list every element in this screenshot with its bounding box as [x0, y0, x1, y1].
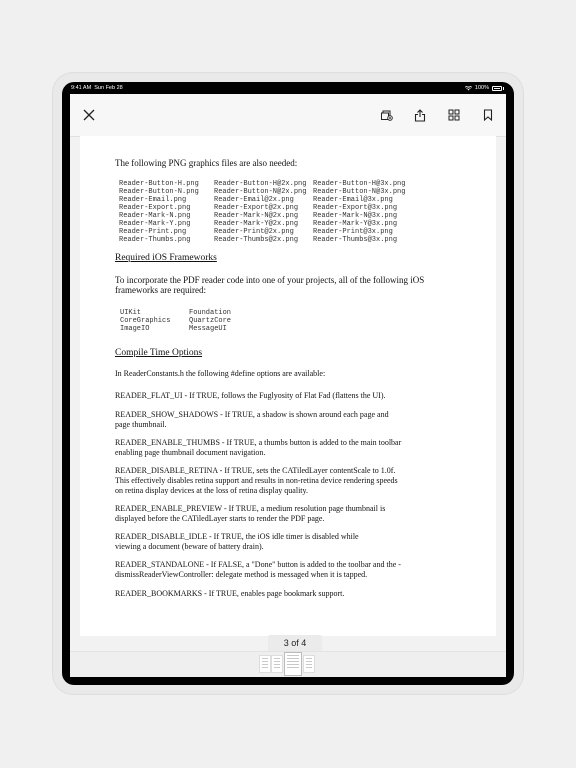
ipad-screen	[62, 82, 514, 685]
thumbs-icon[interactable]	[444, 105, 464, 125]
reader-app	[70, 94, 506, 677]
option-enable-thumbs: READER_ENABLE_THUMBS - If TRUE, a thumbs button is added to the main toolbar enabling page thumbnail document navigation.	[115, 438, 402, 457]
png-intro: The following PNG graphics files are also needed:	[115, 158, 298, 168]
pdf-page[interactable]	[80, 136, 496, 636]
option-disable-idle: READER_DISABLE_IDLE - If TRUE, the iOS idle timer is disabled while viewing a document (beware of battery drain).	[115, 532, 359, 551]
time-text: 9:41 AM	[71, 85, 92, 91]
option-enable-preview: READER_ENABLE_PREVIEW - If TRUE, a medium resolution page thumbnail is displayed before the CATiledLayer starts to render the PDF page.	[115, 504, 386, 523]
option-disable-retina: READER_DISABLE_RETINA - If TRUE, sets the CATiledLayer contentScale to 1.0f. This effectively disables retina support and results in non-retina device rendering speeds on retina display devices at the loss of retina display quality.	[115, 466, 398, 495]
framework-column-2: Foundation QuartzCore MessageUI	[189, 309, 232, 333]
battery-icon	[492, 86, 502, 91]
page-thumbnail-current[interactable]	[284, 652, 302, 676]
bookmark-icon[interactable]	[478, 105, 498, 125]
page-thumbnail[interactable]	[259, 655, 271, 673]
compile-intro: In ReaderConstants.h the following #define options are available:	[115, 369, 326, 378]
page-thumbnail[interactable]	[303, 655, 315, 673]
date-text: Sun Feb 28	[94, 85, 123, 91]
page-thumbnail[interactable]	[271, 655, 283, 673]
main-toolbar	[70, 94, 506, 137]
png-column-3: Reader-Button-H@3x.png Reader-Button-N@3x.png Reader-Email@3x.png Reader-Export@3x.png Reader-Mark-N@3x.png Reader-Mark-Y@3x.png Reader-Print@3x.png Reader-Thumbs@3x.png	[313, 180, 406, 244]
thumbnail-bar	[70, 651, 506, 677]
battery-percent: 100%	[474, 85, 489, 91]
status-bar	[62, 82, 514, 94]
option-bookmarks: READER_BOOKMARKS - If TRUE, enables page bookmark support.	[115, 589, 345, 598]
export-icon[interactable]	[376, 105, 396, 125]
battery-tip	[503, 87, 504, 90]
status-right	[465, 82, 504, 94]
wifi-icon	[465, 86, 472, 91]
page-number-indicator: 3 of 4	[268, 635, 322, 652]
framework-column-1: UIKit CoreGraphics ImageIO	[120, 309, 171, 333]
compile-heading: Compile Time Options	[115, 348, 203, 358]
png-column-1: Reader-Button-H.png Reader-Button-N.png Reader-Email.png Reader-Export.png Reader-Mark-N.png Reader-Mark-Y.png Reader-Print.png Reader-Thumbs.png	[119, 180, 199, 244]
share-icon[interactable]	[410, 105, 430, 125]
close-icon[interactable]	[79, 105, 99, 125]
frameworks-text: To incorporate the PDF reader code into one of your projects, all of the following iOS frameworks are required:	[115, 275, 425, 295]
option-standalone: READER_STANDALONE - If FALSE, a "Done" button is added to the toolbar and the - dismissReaderViewController: delegate method is messaged when it is tapped.	[115, 560, 401, 579]
frameworks-heading: Required iOS Frameworks	[115, 253, 217, 263]
png-column-2: Reader-Button-H@2x.png Reader-Button-N@2x.png Reader-Email@2x.png Reader-Export@2x.png Reader-Mark-N@2x.png Reader-Mark-Y@2x.png Reader-Print@2x.png Reader-Thumbs@2x.png	[214, 180, 307, 244]
status-time	[71, 82, 123, 94]
option-flat-ui: READER_FLAT_UI - If TRUE, follows the Fuglyosity of Flat Fad (flattens the UI).	[115, 391, 386, 400]
option-show-shadows: READER_SHOW_SHADOWS - If TRUE, a shadow is shown around each page and page thumbnail.	[115, 410, 389, 429]
